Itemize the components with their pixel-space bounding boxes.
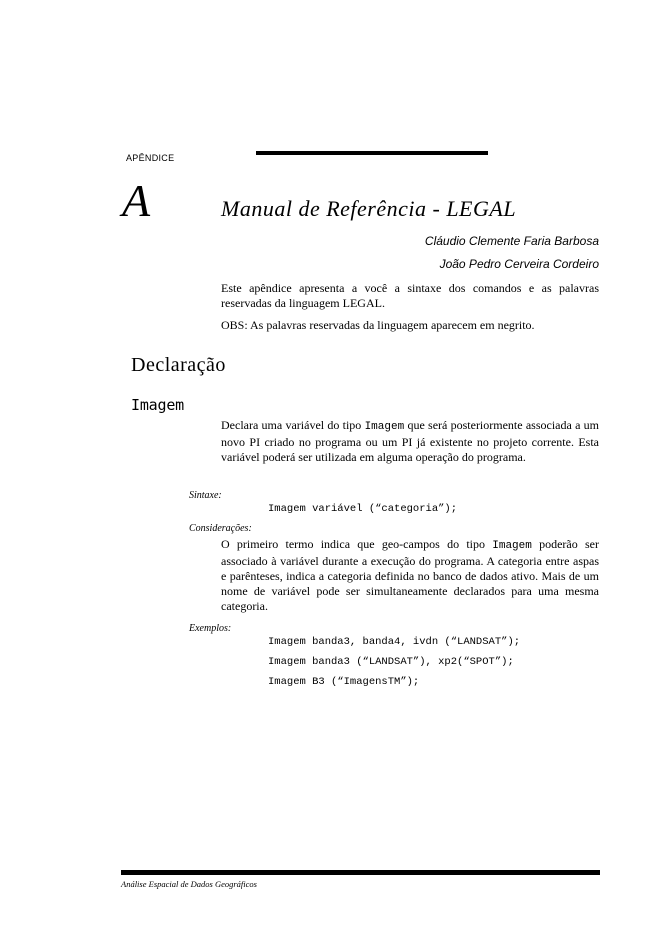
considerations-text-end: poderão ser associado à variável durante a execução do programa. A categoria entre aspas e parênteses, indica a categoria definida no banco de dados ativo. Mais de um nome de variável pode ser simultaneamente declarados para uma mesma categoria. xyxy=(221,537,599,613)
chapter-title: Manual de Referência - LEGAL xyxy=(221,196,517,221)
description-paragraph xyxy=(221,418,599,465)
description-text-start: Declara uma variável do tipo xyxy=(221,418,365,432)
syntax-label: Sintaxe: xyxy=(189,490,222,501)
considerations-keyword: Imagem xyxy=(492,540,532,552)
header-rule xyxy=(256,151,488,155)
description-keyword: Imagem xyxy=(364,421,405,433)
intro-paragraph: Este apêndice apresenta a você a sintaxe dos comandos e as palavras reservadas da linguagem LEGAL. xyxy=(221,281,599,310)
examples-label: Exemplos: xyxy=(189,623,232,634)
considerations-label: Considerações: xyxy=(189,523,252,534)
section-heading: Declaração xyxy=(131,354,226,376)
example-line: Imagem banda3 (“LANDSAT”), xp2(“SPOT”); xyxy=(268,656,514,668)
considerations-paragraph xyxy=(221,537,599,614)
example-line: Imagem banda3, banda4, ivdn (“LANDSAT”); xyxy=(268,636,521,648)
footer-rule xyxy=(121,870,600,875)
description-text-end: que será posteriormente associada a um novo PI criado no programa ou um PI já existente no projeto corrente. Esta variável poderá ser utilizada em alguma operação do programa. xyxy=(221,418,599,464)
subsection-heading: Imagem xyxy=(131,396,184,414)
footer-text: Análise Espacial de Dados Geográficos xyxy=(121,879,257,889)
considerations-text-start: O primeiro termo indica que geo-campos do tipo xyxy=(221,537,493,551)
appendix-label: APÊNDICE xyxy=(126,153,175,163)
example-line: Imagem B3 (“ImagensTM”); xyxy=(268,676,420,688)
appendix-letter: A xyxy=(122,175,151,226)
intro-note: OBS: As palavras reservadas da linguagem aparecem em negrito. xyxy=(221,318,535,332)
syntax-code: Imagem variável (“categoria”); xyxy=(268,503,458,515)
author-1: Cláudio Clemente Faria Barbosa xyxy=(424,234,599,248)
author-2: João Pedro Cerveira Cordeiro xyxy=(439,257,599,271)
